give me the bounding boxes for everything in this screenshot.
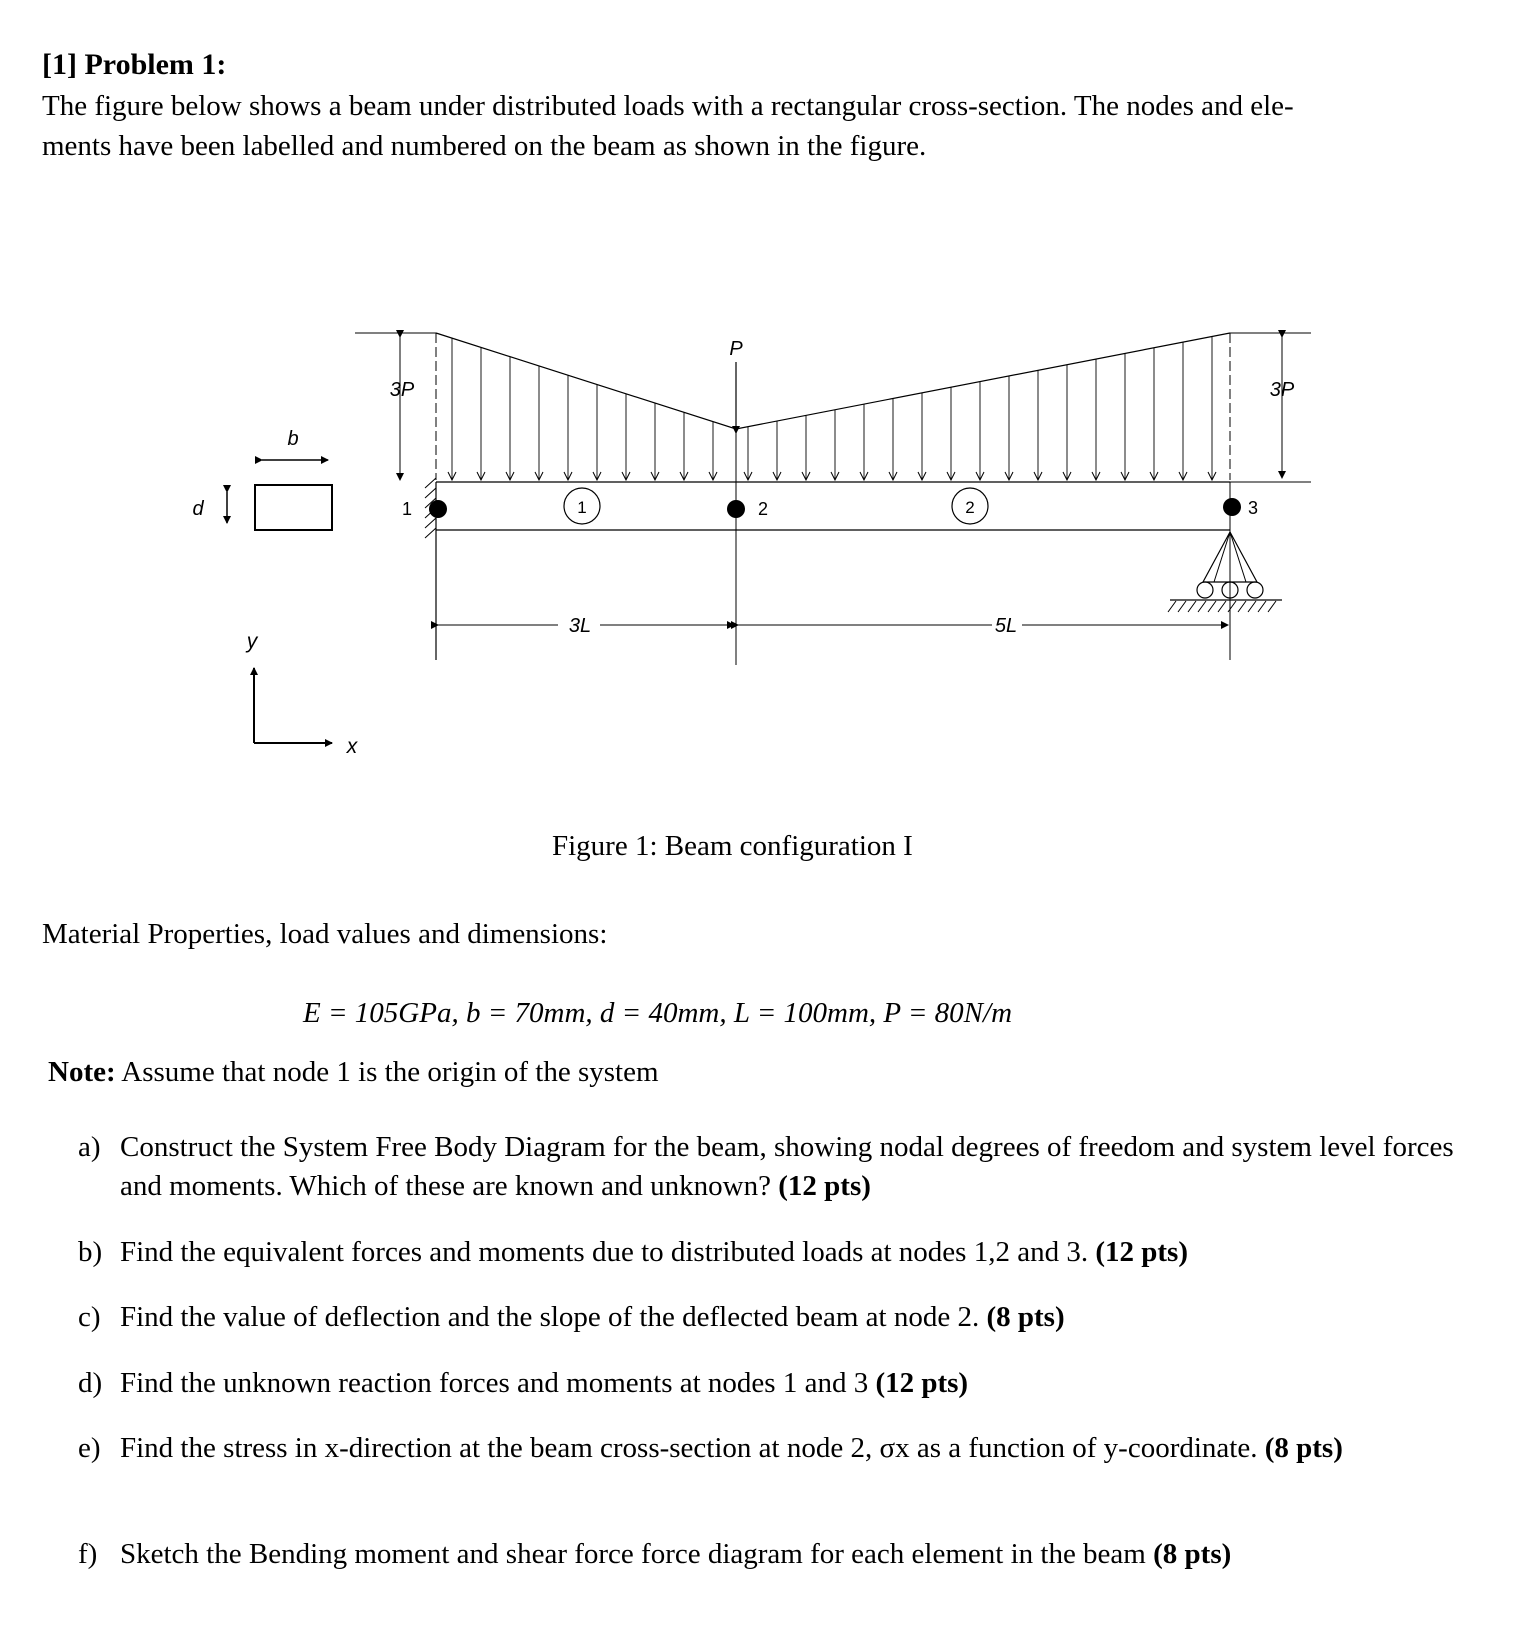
distributed-load-arrows xyxy=(452,336,1212,480)
question-label: a) xyxy=(78,1131,101,1163)
question-text: Find the value of deflection and the slope of the deflected beam at node 2. xyxy=(120,1301,987,1333)
note xyxy=(48,1056,659,1089)
note-label: Note: xyxy=(48,1056,116,1088)
question-points: (8 pts) xyxy=(1264,1432,1343,1464)
beam xyxy=(436,482,1230,530)
span-2-label: 5L xyxy=(994,615,1018,637)
node-3-label: 3 xyxy=(1247,498,1259,518)
beam-figure xyxy=(0,300,1522,770)
distributed-load-profile xyxy=(436,333,1230,429)
question-label: c) xyxy=(78,1301,101,1333)
node-3-dot xyxy=(1223,498,1241,516)
question-points: (8 pts) xyxy=(1153,1538,1232,1570)
question-text: Find the equivalent forces and moments due to distributed loads at nodes 1,2 and 3. xyxy=(120,1236,1096,1268)
coordinate-axes xyxy=(245,630,359,758)
question-points: (8 pts) xyxy=(986,1301,1065,1333)
note-text: Assume that node 1 is the origin of the system xyxy=(115,1056,659,1088)
question-text: Find the stress in x-direction at the beam cross-section at node 2, σx as a function of y-coordinate. xyxy=(120,1432,1265,1464)
question-text: Sketch the Bending moment and shear force force diagram for each element in the beam xyxy=(120,1538,1154,1570)
question-points: (12 pts) xyxy=(875,1367,969,1399)
material-heading: Material Properties, load values and dimensions: xyxy=(42,918,608,950)
material-equation: E = 105GPa, b = 70mm, d = 40mm, L = 100mm, P = 80N/m xyxy=(303,997,1013,1029)
depth-label: d xyxy=(192,498,204,520)
span-1-label: 3L xyxy=(568,615,592,637)
right-load-dimension xyxy=(1230,333,1311,482)
width-label: b xyxy=(287,428,299,450)
point-load xyxy=(729,338,743,433)
node-1-label: 1 xyxy=(401,499,413,519)
axis-x-label: x xyxy=(346,735,358,758)
question-points: (12 pts) xyxy=(778,1170,871,1202)
question-points: (12 pts) xyxy=(1095,1236,1188,1268)
question-text: Construct the System Free Body Diagram for the beam, showing nodal degrees of freedom and system level forces and moments. Which of these are known and unknown? xyxy=(120,1131,1454,1202)
span-dimensions xyxy=(438,615,1228,637)
node-1-dot xyxy=(429,500,447,518)
cross-section-rect xyxy=(255,485,332,530)
left-load-label: 3P xyxy=(389,379,415,401)
point-load-label: P xyxy=(729,338,743,360)
node-2-label: 2 xyxy=(757,499,769,519)
question-text: Find the unknown reaction forces and moments at nodes 1 and 3 xyxy=(120,1367,876,1399)
element-2-label: 2 xyxy=(965,498,975,517)
left-load-dimension xyxy=(355,333,436,480)
figure-caption: Figure 1: Beam configuration I xyxy=(552,830,913,862)
problem-heading: [1] Problem 1: xyxy=(42,48,227,81)
cross-section xyxy=(192,428,332,530)
axis-y-label: y xyxy=(246,630,258,653)
intro-line-2: ments have been labelled and numbered on the beam as shown in the figure. xyxy=(42,130,927,162)
question-label: d) xyxy=(78,1367,103,1399)
question-label: e) xyxy=(78,1432,101,1464)
intro-line-1: The figure below shows a beam under distributed loads with a rectangular cross-section. The nodes and ele- xyxy=(42,90,1294,122)
element-1-label: 1 xyxy=(577,498,587,517)
question-label: f) xyxy=(78,1538,98,1570)
question-label: b) xyxy=(78,1236,103,1268)
right-load-label: 3P xyxy=(1269,379,1295,401)
